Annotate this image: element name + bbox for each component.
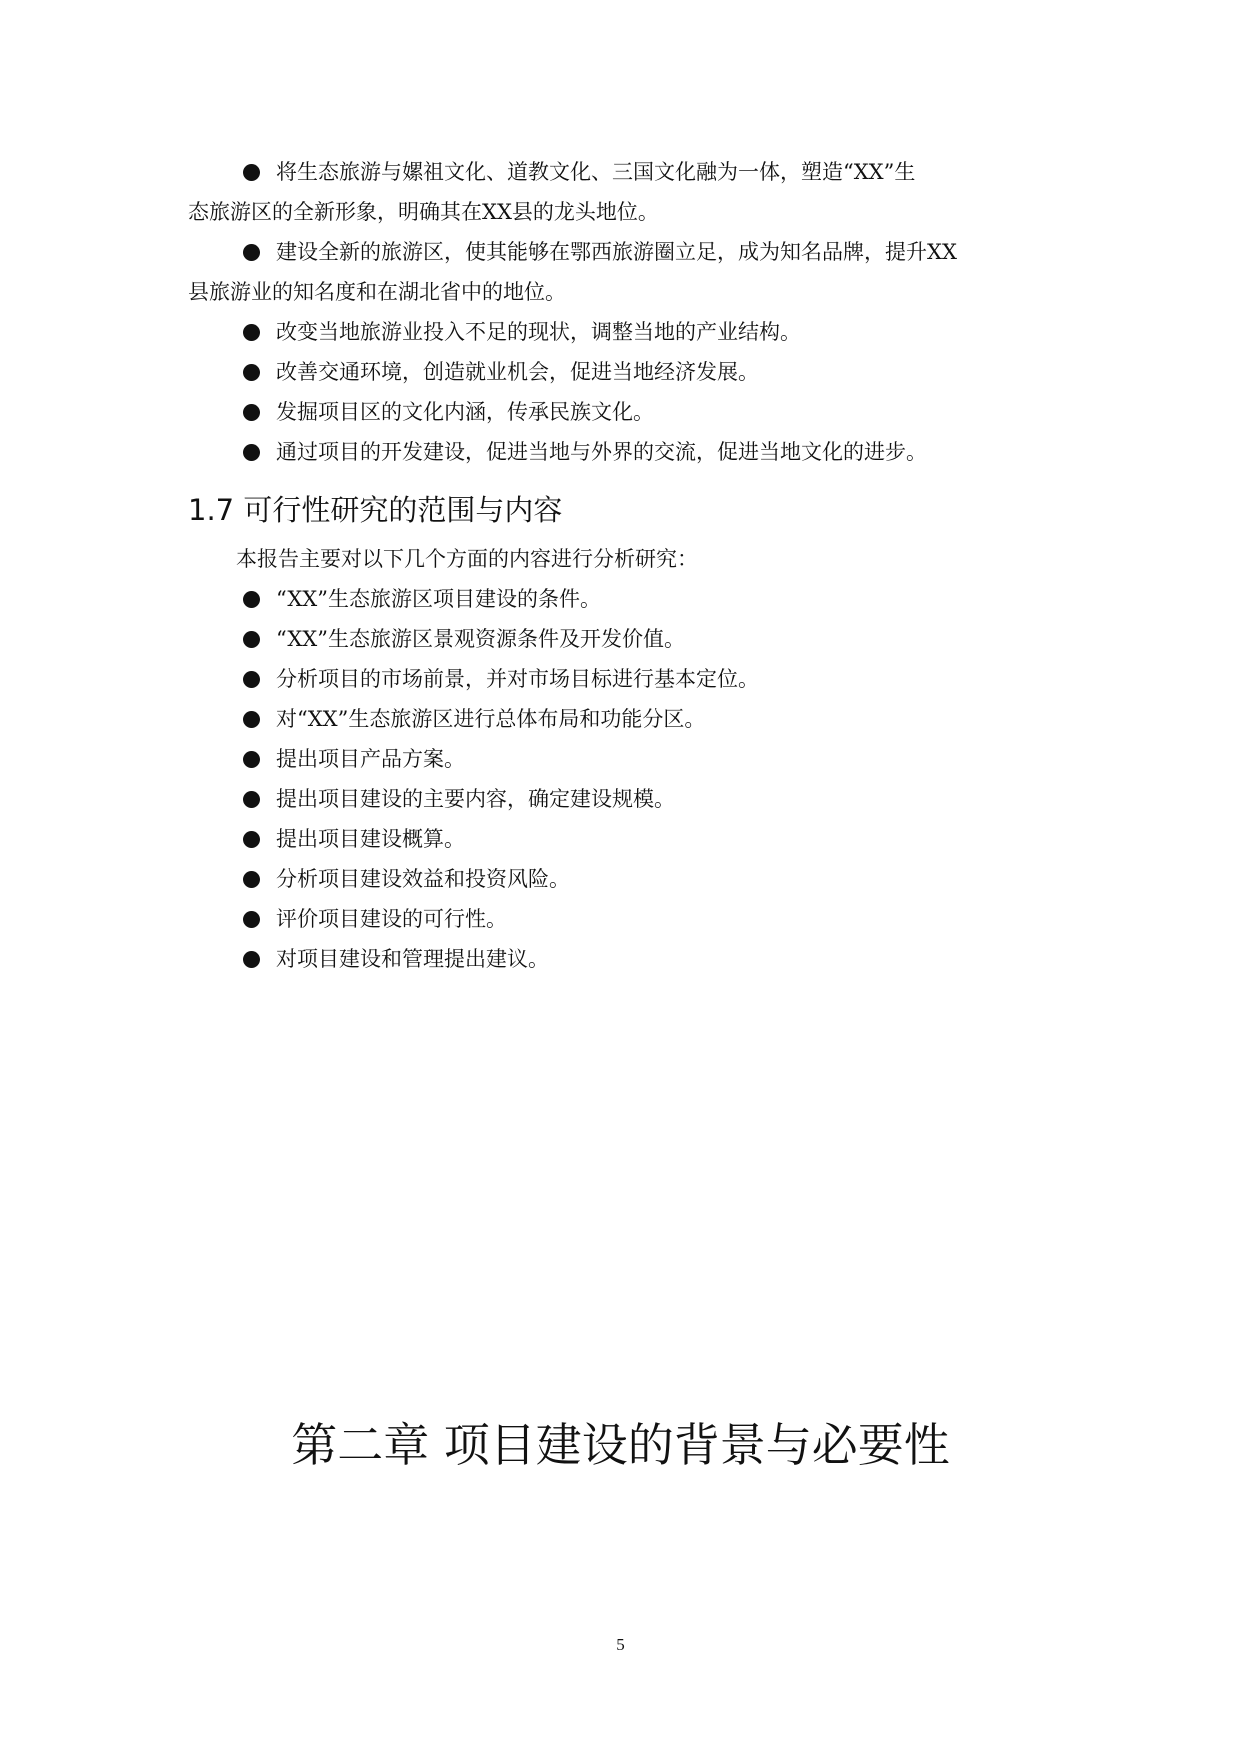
list-item-text: 提出项目建设的主要内容，确定建设规模。	[276, 787, 675, 811]
page-number: 5	[616, 1635, 625, 1654]
list-item-text: “XX”生态旅游区项目建设的条件。	[276, 587, 601, 611]
bullet-dot-icon	[243, 244, 260, 261]
section-intro: 本报告主要对以下几个方面的内容进行分析研究：	[236, 547, 698, 571]
list-item-text: 评价项目建设的可行性。	[276, 907, 507, 931]
bullet-dot-icon	[243, 164, 260, 181]
list-item-text: 将生态旅游与嫘祖文化、道教文化、三国文化融为一体，塑造“XX”生	[276, 160, 916, 184]
list-item-text: 分析项目的市场前景，并对市场目标进行基本定位。	[276, 667, 759, 691]
list-item-text: 对项目建设和管理提出建议。	[276, 947, 549, 971]
bullet-dot-icon	[243, 791, 260, 808]
list-item-text: 建设全新的旅游区，使其能够在鄂西旅游圈立足，成为知名品牌，提升XX	[276, 240, 957, 264]
list-item-text: 通过项目的开发建设，促进当地与外界的交流，促进当地文化的进步。	[276, 440, 927, 464]
list-item-text: 对“XX”生态旅游区进行总体布局和功能分区。	[276, 707, 706, 731]
list-item-continuation: 态旅游区的全新形象，明确其在XX县的龙头地位。	[188, 200, 659, 224]
list-item-text: 提出项目建设概算。	[276, 827, 465, 851]
list-item-text: 提出项目产品方案。	[276, 747, 465, 771]
bullet-dot-icon	[243, 444, 260, 461]
bullet-dot-icon	[243, 951, 260, 968]
bullet-dot-icon	[243, 364, 260, 381]
bullet-dot-icon	[243, 671, 260, 688]
bullet-dot-icon	[243, 751, 260, 768]
bullet-dot-icon	[243, 871, 260, 888]
chapter-title: 第二章 项目建设的背景与必要性	[291, 1418, 950, 1472]
list-item-text: 改变当地旅游业投入不足的现状，调整当地的产业结构。	[276, 320, 801, 344]
list-item-text: “XX”生态旅游区景观资源条件及开发价值。	[276, 627, 685, 651]
bullet-dot-icon	[243, 631, 260, 648]
list-item-text: 分析项目建设效益和投资风险。	[276, 867, 570, 891]
bullet-dot-icon	[243, 591, 260, 608]
bullet-dot-icon	[243, 711, 260, 728]
list-item-continuation: 县旅游业的知名度和在湖北省中的地位。	[188, 280, 566, 304]
bullet-dot-icon	[243, 324, 260, 341]
bullet-dot-icon	[243, 831, 260, 848]
bullet-dot-icon	[243, 404, 260, 421]
section-heading: 1.7 可行性研究的范围与内容	[188, 493, 563, 527]
list-item-text: 发掘项目区的文化内涵，传承民族文化。	[276, 400, 654, 424]
list-item-text: 改善交通环境，创造就业机会，促进当地经济发展。	[276, 360, 759, 384]
bullet-dot-icon	[243, 911, 260, 928]
